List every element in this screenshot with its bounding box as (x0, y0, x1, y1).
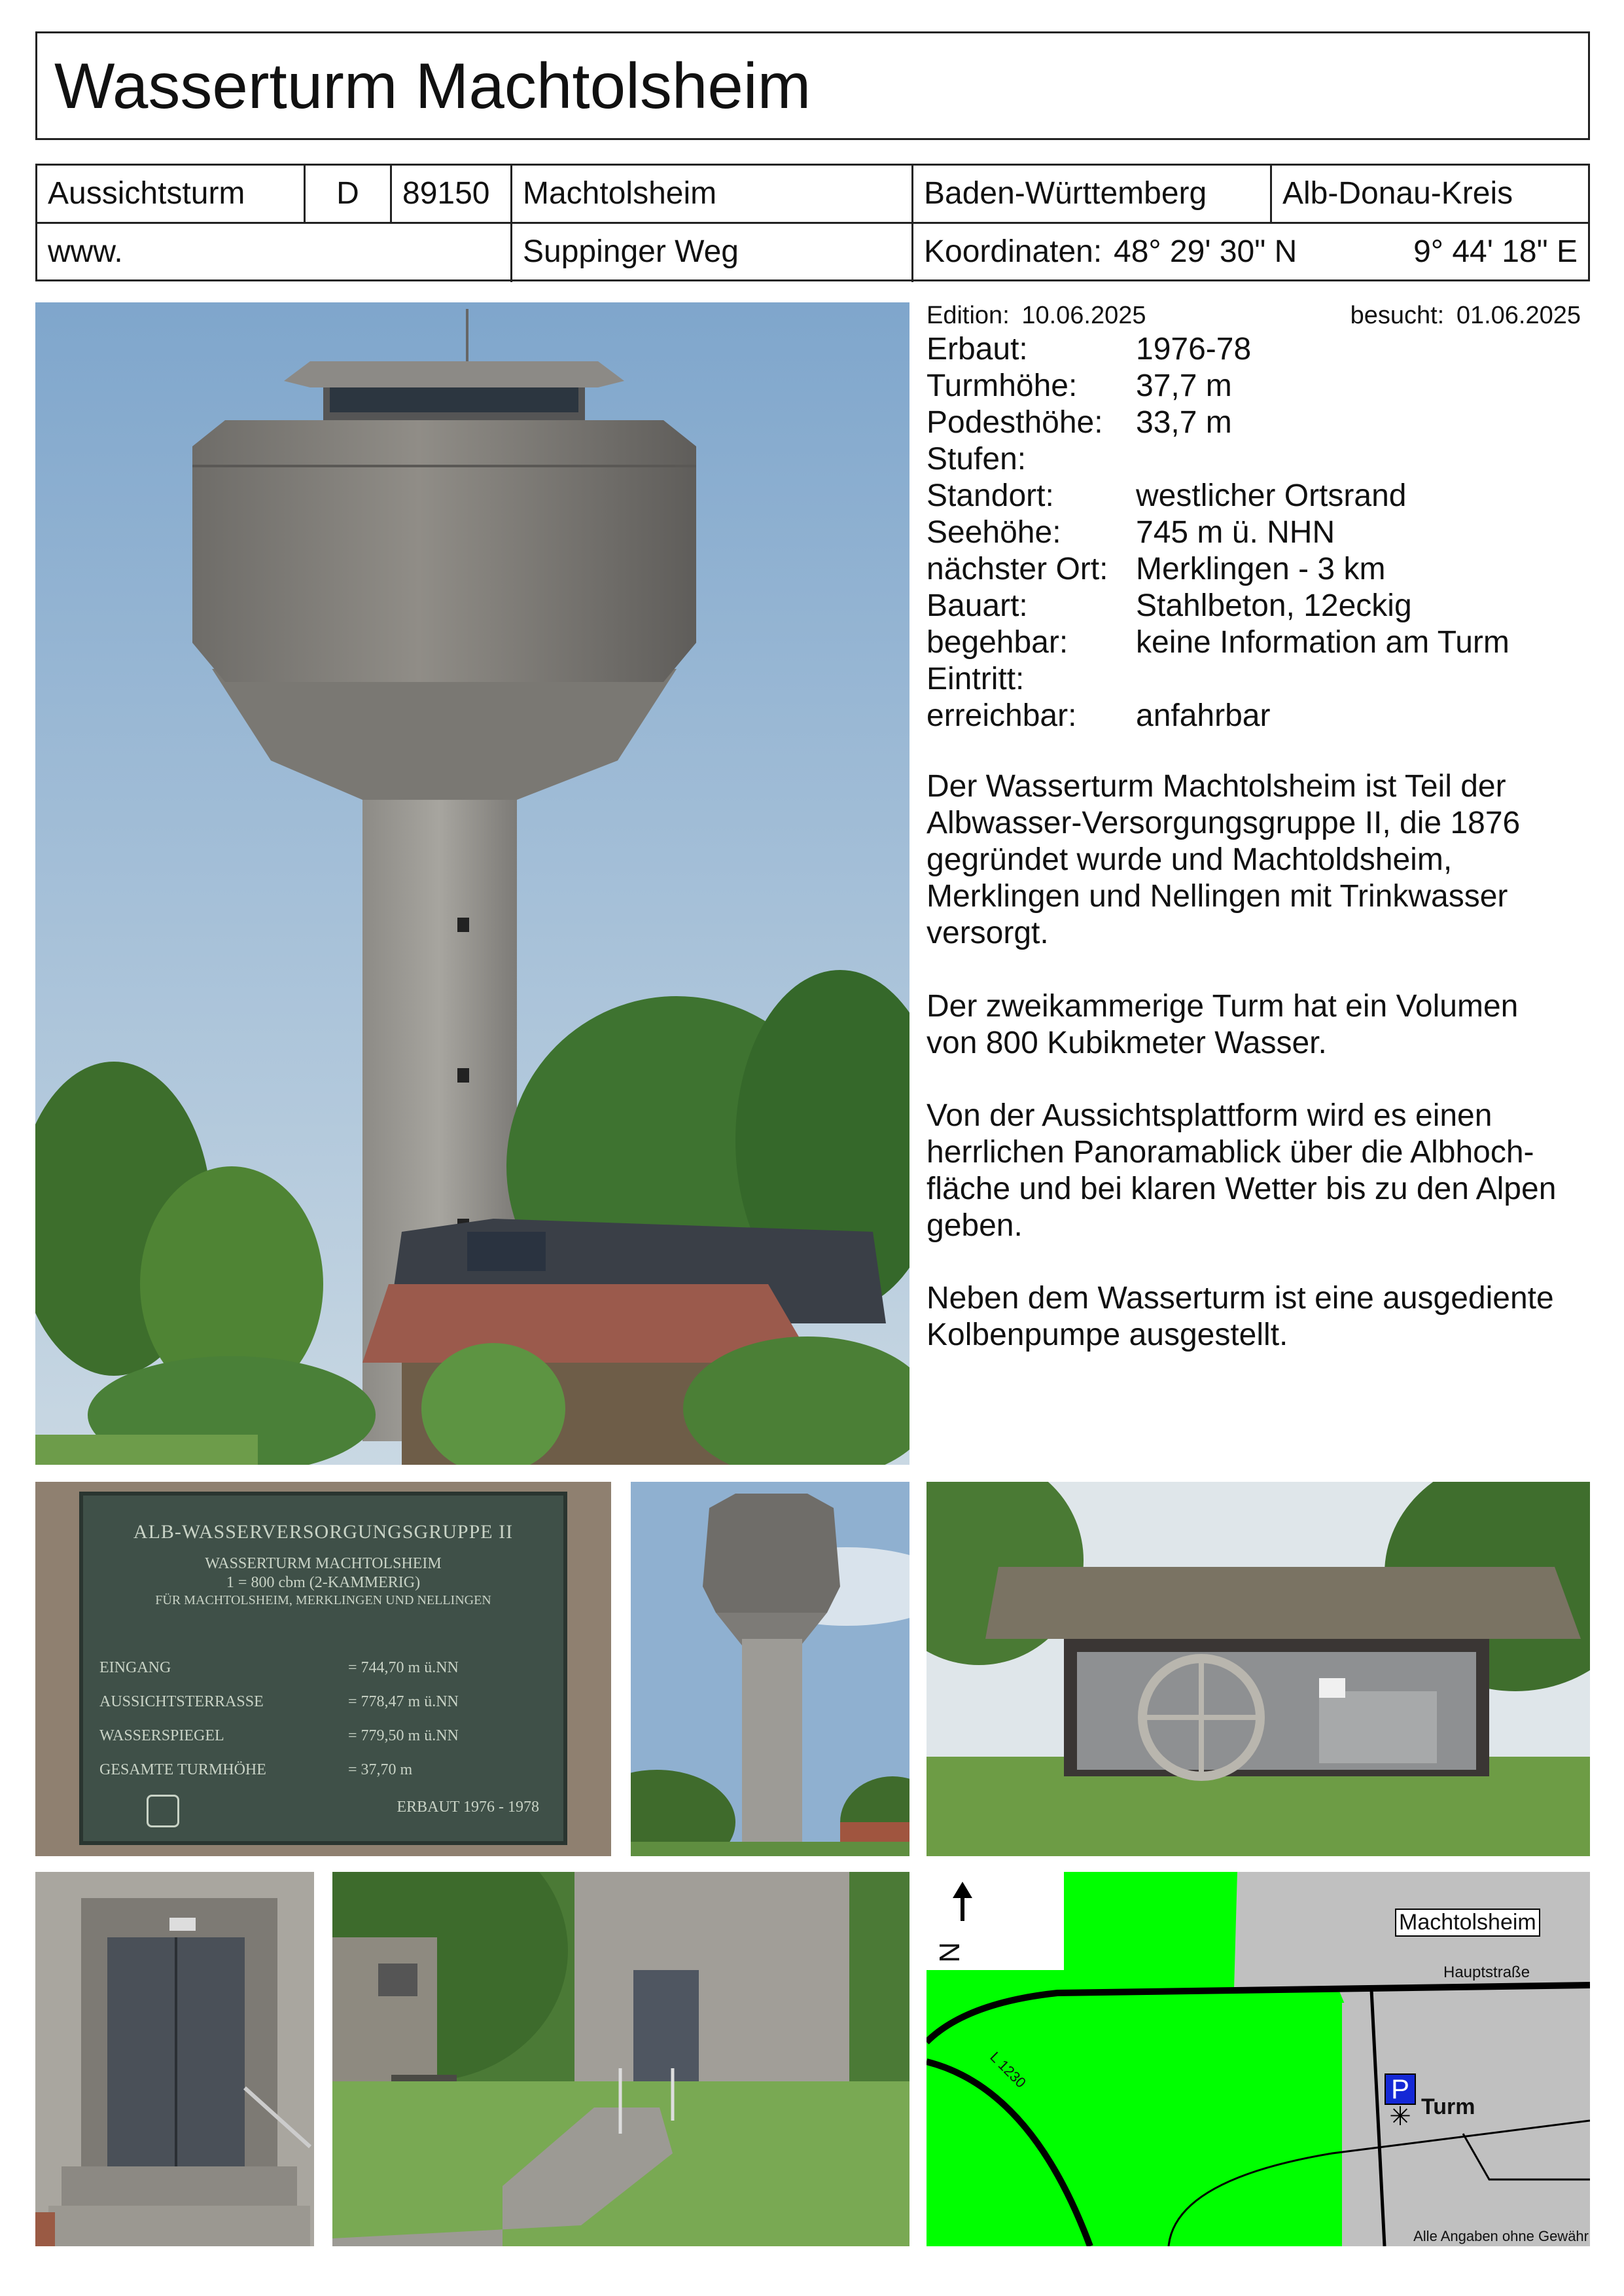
longitude: 9° 44' 18" E (1413, 234, 1578, 269)
plaque-built: ERBAUT 1976 - 1978 (397, 1799, 539, 1816)
parking-icon: P (1385, 2073, 1416, 2105)
edition-label: Edition: (927, 302, 1010, 329)
description-paragraph: Der zweikammerige Turm hat ein Volumen von 800 Kubikmeter Wasser. (927, 989, 1519, 1060)
edition-date: 10.06.2025 (1021, 302, 1146, 329)
plaque-row (99, 1719, 551, 1753)
tower-small-photo (631, 1482, 909, 1856)
fact-value: 37,7 m (1136, 368, 1232, 403)
map-tower-label: Turm (1421, 2094, 1475, 2119)
fact-value: anfahrbar (1136, 698, 1271, 733)
fact-key: begehbar: (927, 625, 1068, 660)
plaque-line: WASSERTURM MACHTOLSHEIM (205, 1555, 442, 1572)
description-paragraph: Der Wasserturm Machtolsheim ist Teil der Albwasser-Versorgungsgruppe II, die 1876 gegründet wurde und Machtoldsheim, Merklingen und Nellingen mit Trinkwasser versorgt. (927, 769, 1521, 950)
pump-house-photo (927, 1482, 1590, 1856)
visited-label: besucht: (1350, 302, 1445, 329)
description-paragraph: Neben dem Wasserturm ist eine ausgediente Kolbenpumpe ausgestellt. (927, 1281, 1554, 1352)
tower-marker-icon: ✳ (1389, 2102, 1411, 2131)
plaque-value: = 744,70 m ü.NN (348, 1659, 459, 1676)
street-cell: Suppinger Weg (512, 224, 913, 282)
entrance-door-photo (35, 1872, 314, 2246)
plaque-key: EINGANG (99, 1659, 171, 1676)
fact-key: Eintritt: (927, 662, 1025, 696)
plaque-value: = 37,70 m (348, 1761, 413, 1778)
plaque-row (99, 1651, 551, 1685)
info-row-2 (37, 224, 1588, 282)
district-cell: Alb-Donau-Kreis (1282, 176, 1513, 211)
info-table (35, 164, 1590, 281)
plaque-logo-icon (147, 1795, 179, 1827)
coordinates-label: Koordinaten: (924, 234, 1103, 269)
plaque-line: FÜR MACHTOLSHEIM, MERKLINGEN UND NELLINGEN (155, 1593, 491, 1607)
fact-value: Merklingen - 3 km (1136, 552, 1386, 586)
page-title: Wasserturm Machtolsheim (54, 50, 811, 122)
plaque-key: GESAMTE TURMHÖHE (99, 1761, 266, 1778)
fact-value: 1976-78 (1136, 332, 1252, 367)
map-north-label: N (933, 1942, 966, 1963)
fact-value: westlicher Ortsrand (1136, 478, 1407, 513)
description-paragraph: Von der Aussichtsplattform wird es einen herrlichen Panoramablick über die Albhoch- fläche und bei klaren Wetter bis zu den Alpen geben. (927, 1098, 1557, 1243)
plaque-value: = 779,50 m ü.NN (348, 1727, 459, 1744)
website-cell[interactable]: www. (37, 224, 512, 282)
fact-key: erreichbar: (927, 698, 1077, 733)
info-row-1 (37, 166, 1588, 224)
latitude: 48° 29' 30" N (1114, 234, 1297, 269)
visited-date: 01.06.2025 (1456, 302, 1581, 329)
fact-key: nächster Ort: (927, 552, 1108, 586)
facts-list (927, 331, 1581, 737)
fact-key: Stufen: (927, 442, 1027, 476)
state-cell: Baden-Württemberg (913, 166, 1272, 222)
plaque-title: ALB-WASSERVERSORGUNGSGRUPPE II (133, 1521, 514, 1543)
location-map[interactable] (927, 1872, 1590, 2246)
fact-key: Podesthöhe: (927, 405, 1103, 440)
fact-value: keine Information am Turm (1136, 625, 1509, 660)
fact-key: Bauart: (927, 588, 1028, 623)
edition-line (927, 301, 1581, 330)
plaque-photo (35, 1482, 611, 1856)
map-street-label: Hauptstraße (1443, 1964, 1530, 1981)
fact-key: Turmhöhe: (927, 368, 1078, 403)
type-cell: Aussichtsturm (37, 166, 306, 222)
tower-base-photo (332, 1872, 909, 2246)
plaque-value: = 778,47 m ü.NN (348, 1693, 459, 1710)
plaque-key: AUSSICHTSTERRASSE (99, 1693, 264, 1710)
fact-value: 745 m ü. NHN (1136, 515, 1335, 550)
coordinates-cell (913, 224, 1588, 282)
fact-value: 33,7 m (1136, 405, 1232, 440)
zip-cell: 89150 (392, 166, 512, 222)
main-tower-photo (35, 302, 909, 1465)
country-cell: D (306, 166, 392, 222)
map-town-label: Machtolsheim (1395, 1909, 1540, 1937)
plaque-key: WASSERSPIEGEL (99, 1727, 224, 1744)
plaque-row (99, 1685, 551, 1719)
fact-key: Standort: (927, 478, 1054, 513)
town-cell: Machtolsheim (512, 166, 913, 222)
title-box (35, 31, 1590, 140)
fact-value: Stahlbeton, 12eckig (1136, 588, 1412, 623)
plaque-row (99, 1753, 551, 1787)
map-disclaimer: Alle Angaben ohne Gewähr (1413, 2228, 1589, 2244)
fact-key: Erbaut: (927, 332, 1028, 367)
map-road-label: L 1230 (987, 2049, 1030, 2091)
fact-key: Seehöhe: (927, 515, 1061, 550)
plaque-line: 1 = 800 cbm (2-KAMMERIG) (226, 1574, 421, 1591)
